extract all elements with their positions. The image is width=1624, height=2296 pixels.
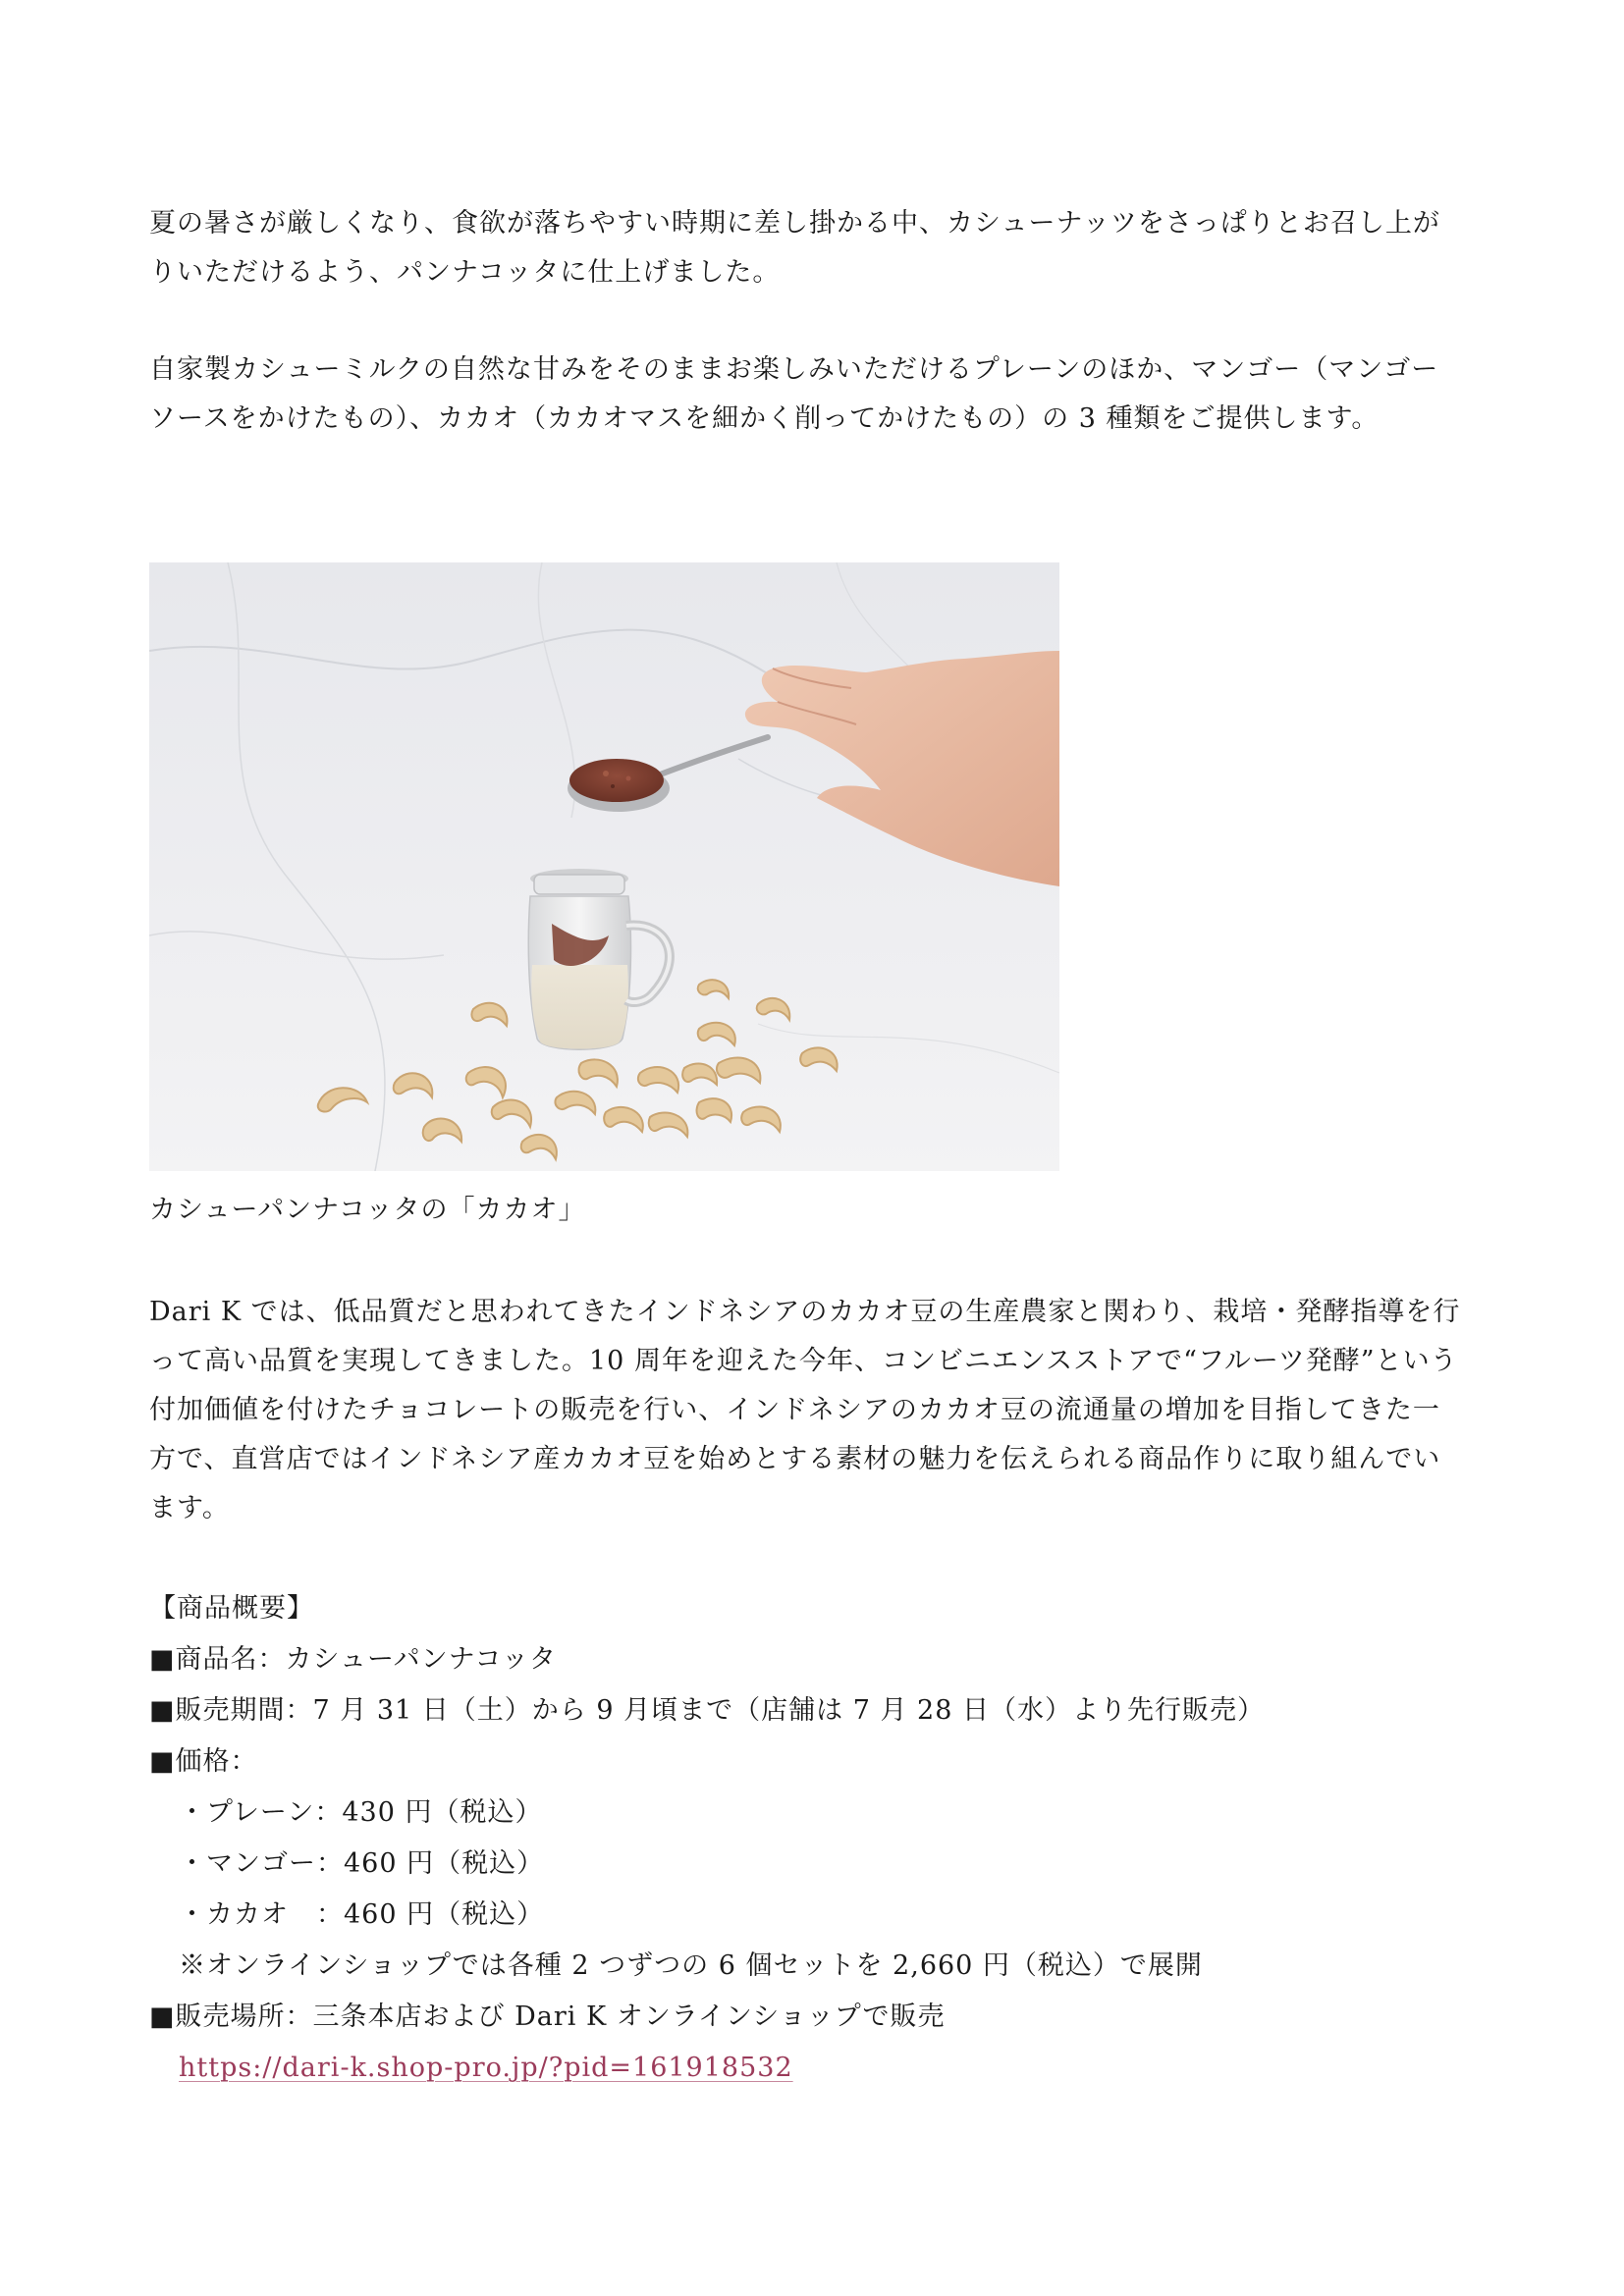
outline-heading: 【商品概要】 (149, 1593, 314, 1624)
price-label: ■価格： (149, 1746, 258, 1777)
intro-paragraph-2: 自家製カシューミルクの自然な甘みをそのままお楽しみいただけるプレーンのほか、マンゴー（マンゴーソースをかけたもの）、カカオ（カカオマスを細かく削ってかけたもの）の 3 種類をご提供します。 (149, 354, 1439, 434)
photo-caption: カシューパンナコッタの「カカオ」 (149, 1195, 586, 1225)
product-outline (149, 1583, 1465, 2094)
price-plain: ・プレーン：430 円（税込） (179, 1797, 543, 1828)
sales-period: ■販売期間：7 月 31 日（土）から 9 月頃まで（店舗は 7 月 28 日（水）より先行販売） (149, 1695, 1265, 1726)
body-paragraph: Dari K では、低品質だと思われてきたインドネシアのカカオ豆の生産農家と関わり、栽培・発酵指導を行って高い品質を実現してきました。10 周年を迎えた今年、コンビニエンスストアで“フルーツ発酵”という付加価値を付けたチョコレートの販売を行い、インドネシアのカカオ豆の流通量の増加を目指してきた一方で、直営店ではインドネシア産カカオ豆を始めとする素材の魅力を伝えられる商品作りに取り組んでいます。 (149, 1297, 1461, 1523)
product-name: ■商品名：カシューパンナコッタ (149, 1644, 557, 1675)
price-cacao: ・カカオ ：460 円（税込） (179, 1899, 545, 1930)
cashew-panna-cotta-photo (149, 562, 1059, 1171)
intro-paragraph-1: 夏の暑さが厳しくなり、食欲が落ちやすい時期に差し掛かる中、カシューナッツをさっぱりとお召し上がりいただけるよう、パンナコッタに仕上げました。 (149, 208, 1440, 288)
price-mango: ・マンゴー：460 円（税込） (179, 1848, 545, 1879)
online-shop-link[interactable]: https://dari-k.shop-pro.jp/?pid=161918532 (179, 2053, 793, 2083)
online-set-note: ※オンラインショップでは各種 2 つずつの 6 個セットを 2,660 円（税込）で展開 (179, 1950, 1203, 1981)
online-shop-link-row (149, 2043, 1465, 2094)
sales-location: ■販売場所：三条本店および Dari K オンラインショップで販売 (149, 2002, 946, 2032)
